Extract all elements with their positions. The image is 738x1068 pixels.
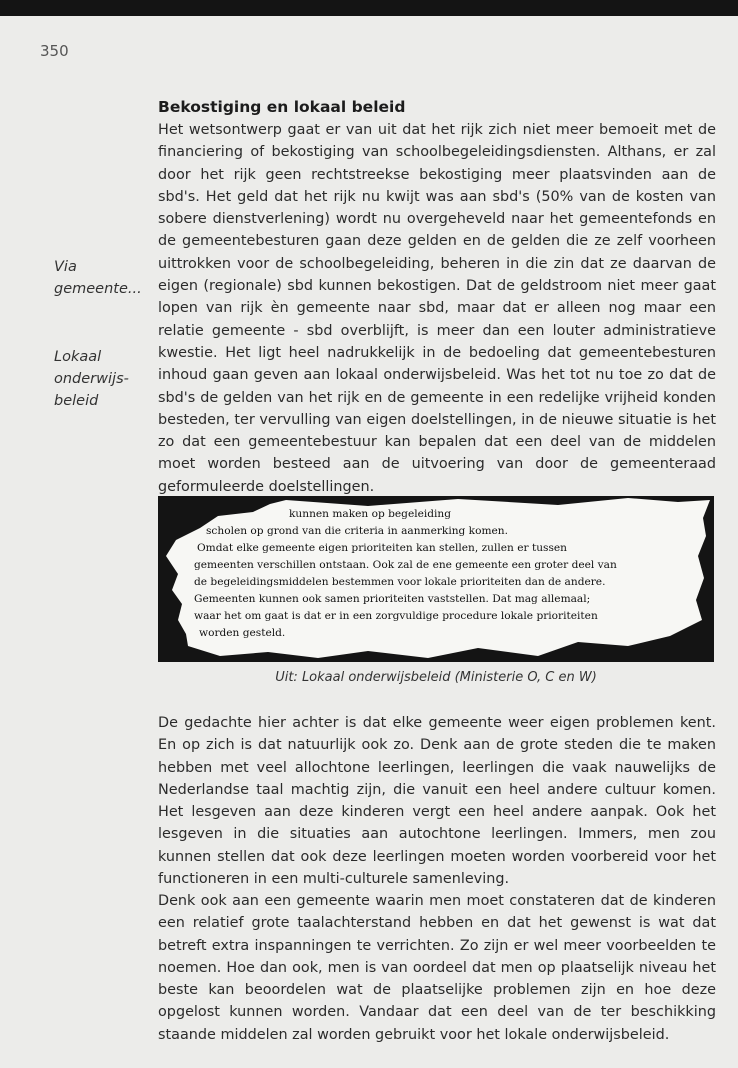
margin-note-line: gemeente... — [54, 281, 142, 297]
top-edge-bar — [0, 0, 738, 16]
quote-caption: Uit: Lokaal onderwijsbeleid (Ministerie O, C en W) — [275, 670, 597, 685]
quote-line: de begeleidingsmiddelen bestemmen voor lokale prioriteiten dan de andere. — [194, 576, 606, 588]
margin-note-line: beleid — [54, 393, 99, 409]
quote-line: worden gesteld. — [199, 627, 286, 639]
quote-clipping — [158, 496, 714, 662]
quote-text — [194, 506, 698, 642]
margin-note-lokaal-onderwijsbeleid — [54, 346, 150, 412]
body-paragraph: Het wetsontwerp gaat er van uit dat het rijk zich niet meer bemoeit met de financiering of bekostiging van schoolbegeleidingsdiensten. Althans, er zal door het rijk geen rechtstreekse bekostiging meer plaatsvinden aan de sbd's. Het geld dat het rijk nu kwijt was aan sbd's (50% van de kosten van sobere dienstverlening) wordt nu overgeheveld naar het gemeentefonds en de gemeentebesturen gaan deze gelden en de gelden die ze zelf voorheen uittrokken voor de schoolbegeleiding, beheren in die zin dat ze daarvan de eigen (regionale) sbd kunnen bekostigen. Dat de geldstroom niet meer gaat lopen van rijk èn gemeente naar sbd, maar dat er alleen nog maar een relatie gemeente - sbd overblijft, is meer dan een louter administratieve kwestie. Het ligt heel nadrukkelijk in de bedoeling dat gemeentebesturen inhoud gaan geven aan lokaal onderwijsbeleid. Was het tot nu toe zo dat de sbd's de gelden van het rijk en de gemeente in een redelijke vrijheid konden besteden, ter vervulling van eigen doelstellingen, in de nieuwe situatie is het zo dat een gemeentebestuur kan bepalen dat een deel van de middelen moet worden besteed aan de uitvoering van door de gemeenteraad geformuleerde doelstellingen. — [158, 122, 716, 495]
body-paragraph: De gedachte hier achter is dat elke gemeente weer eigen problemen kent. En op zich is dat natuurlijk ook zo. Denk aan de grote steden die te maken hebben met veel allochtone leerlingen, leerlingen die vaak nauwelijks de Nederlandse taal machtig zijn, die vanuit een heel andere cultuur komen. Het lesgeven aan deze kinderen vergt een heel andere aanpak. Ook het lesgeven in die situaties aan autochtone leerlingen. Immers, men zou kunnen stellen dat ook deze leerlingen moeten worden voorbereid voor het functioneren in een multi-culturele samenleving. — [158, 715, 716, 888]
page-number: 350 — [40, 42, 69, 60]
quote-line: waar het om gaat is dat er in een zorgvuldige procedure lokale prioriteiten — [194, 610, 598, 622]
margin-note-line: Lokaal — [54, 349, 102, 365]
quote-line: gemeenten verschillen ontstaan. Ook zal de ene gemeente een groter deel van — [194, 559, 617, 571]
margin-note-line: onderwijs- — [54, 371, 129, 387]
quote-line: scholen op grond van die criteria in aanmerking komen. — [206, 525, 508, 537]
quote-line: Gemeenten kunnen ook samen prioriteiten vaststellen. Dat mag allemaal; — [194, 593, 591, 605]
quote-line: Omdat elke gemeente eigen prioriteiten kan stellen, zullen er tussen — [197, 542, 567, 554]
body-paragraph: Denk ook aan een gemeente waarin men moet constateren dat de kinderen een relatief grote taalachterstand hebben en dat het gewenst is wat dat betreft extra inspanningen te verrichten. Zo zijn er wel meer voorbeelden te noemen. Hoe dan ook, men is van oordeel dat men op plaatselijk niveau het beste kan beoordelen wat de plaatselijke problemen zijn en hoe deze opgelost kunnen worden. Vandaar dat een deel van de ter beschikking staande middelen zal worden gebruikt voor het lokale onderwijsbeleid. — [158, 893, 716, 1043]
section-title: Bekostiging en lokaal beleid — [158, 98, 406, 116]
margin-note-via — [54, 256, 150, 300]
quote-line: kunnen maken op begeleiding — [289, 508, 452, 520]
margin-note-line: Via — [54, 259, 77, 275]
